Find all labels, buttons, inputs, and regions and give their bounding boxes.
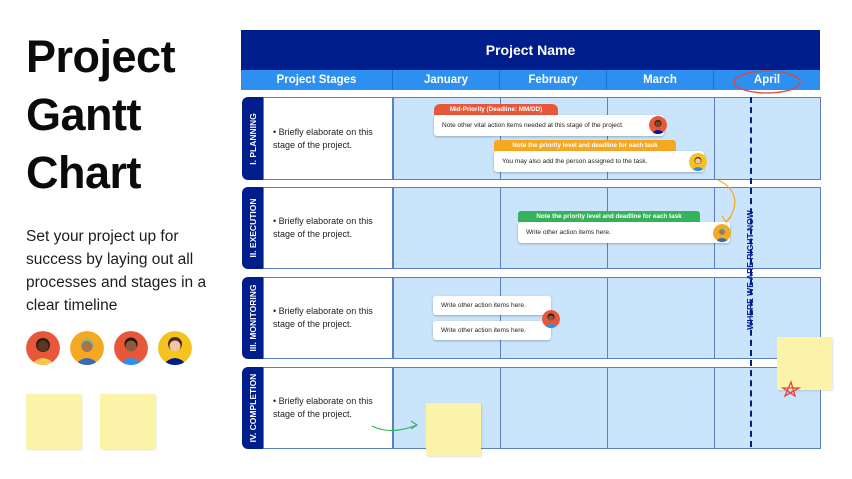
column-header-april: April <box>714 70 820 90</box>
task-text: Write other action items here. <box>441 327 526 334</box>
green-arrow-head <box>411 421 417 429</box>
stage-description: • Briefly elaborate on this stage of the project. <box>273 306 373 329</box>
priority-tag: Note the priority level and deadline for each task <box>518 211 700 222</box>
title-line-2: Gantt <box>26 89 141 140</box>
stage-description: • Briefly elaborate on this stage of the project. <box>273 126 373 150</box>
april-highlight-circle <box>734 71 800 93</box>
stage-label-text: IV. COMPLETION <box>247 373 258 443</box>
project-name-header: Project Name <box>241 30 820 70</box>
task-text: Note other vital action items needed at this stage of the project. <box>442 122 624 129</box>
stage-description: • Briefly elaborate on this stage of the project. <box>273 216 373 239</box>
task-text: You may also add the person assigned to the task. <box>502 158 648 165</box>
task-text: Write other action items here. <box>441 302 526 309</box>
title-line-3: Chart <box>26 147 142 198</box>
stage-label-text: I. PLANNING <box>247 112 258 165</box>
column-header-january: January <box>393 70 500 90</box>
priority-tag: Mid-Priority (Deadline: MM/DD) <box>434 104 558 115</box>
stage-label-text: III. MONITORING <box>247 284 258 352</box>
column-header-march: March <box>607 70 714 90</box>
task-text: Write other action items here. <box>526 229 611 236</box>
subtitle: Set your project up for success by laying out all processes and stages in a clear timeline <box>26 228 207 314</box>
current-date-label: WHERE WE ARE RIGHT NOW <box>745 210 755 330</box>
priority-tag: Note the priority level and deadline for each task <box>494 140 676 151</box>
connector-arrow <box>718 180 735 222</box>
column-header-stages: Project Stages <box>241 70 393 90</box>
stage-description: • Briefly elaborate on this stage of the project. <box>273 396 373 419</box>
star-doodle <box>783 382 799 396</box>
title-line-1: Project <box>26 31 176 82</box>
stage-label-text: II. EXECUTION <box>247 198 258 258</box>
green-arrow <box>372 425 417 431</box>
column-header-february: February <box>500 70 607 90</box>
